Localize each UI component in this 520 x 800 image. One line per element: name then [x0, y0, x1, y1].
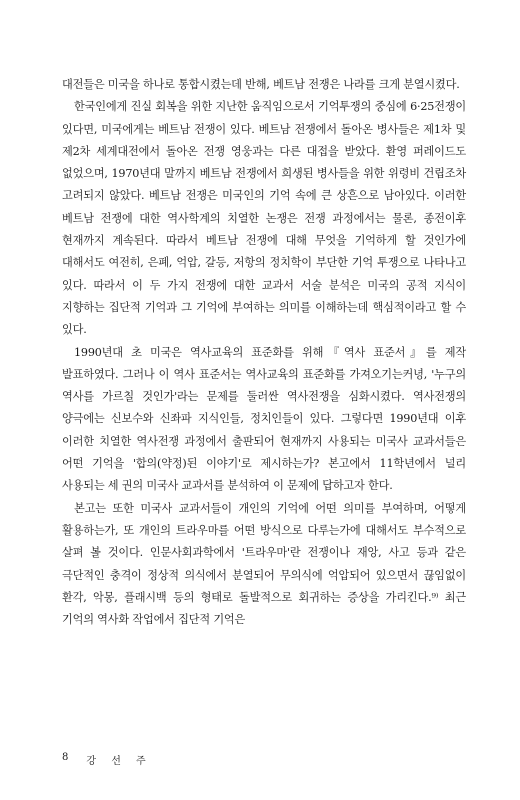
- paragraph-memory-struggle: 한국인에게 진실 회복을 위한 지난한 움직임으로서 기억투쟁의 중심에 6·25전쟁이 있다면, 미국에게는 베트남 전쟁이 있다. 베트남 전쟁에서 돌아온 병사들은 제1차 및 제2차 세계대전에서 돌아온 전쟁 영웅과는 다른 대접을 받았다. 환영 퍼레이드도 없었으며, 1970년대 말까지 베트남 전쟁에서 희생된 병사들을 위한 위령비 건립조차 고려되지 않았다. 베트남 전쟁은 미국인의 기억 속에 큰 상흔으로 남아있다. 이러한 베트남 전쟁에 대한 역사학계의 치열한 논쟁은 전쟁 과정에서는 물론, 종전이후 현재까지 계속된다. 따라서 베트남 전쟁에 대해 무엇을 기억하게 할 것인가에 대해서도 여전히, 은폐, 억압, 갈등, 저항의 정치학이 부단한 기억 투쟁으로 나타나고 있다. 따라서 이 두 가지 전쟁에 대한 교과서 서술 분석은 미국의 공적 지식이 지향하는 집단적 기억과 그 기억에 부여하는 의미를 이해하는데 핵심적이라고 할 수 있다.: [62, 100, 466, 337]
- author-name: 강 선 주: [86, 756, 152, 767]
- page-footer: [62, 752, 152, 767]
- page-number: 8: [62, 752, 69, 763]
- paragraph-continuation: 대전들은 미국을 하나로 통합시켰는데 반해, 베트남 전쟁은 나라를 크게 분열시켰다.: [62, 78, 460, 91]
- body-text: [62, 74, 466, 631]
- paragraph-trauma: 본고는 또한 미국사 교과서들이 개인의 기억에 어떤 의미를 부여하며, 어떻게 활용하는가, 또 개인의 트라우마를 어떤 방식으로 다루는가에 대해서도 부수적으로 살펴 볼 것이다. 인문사회과학에서 '트라우마'란 전쟁이나 재앙, 사고 등과 같은 극단적인 충격이 정상적 의식에서 분열되어 무의식에 억압되어 있으면서 끊임없이 환각, 악몽, 플래시백 등의 형태로 돌발적으로 회귀하는 증상을 가리킨다.⁹⁾ 최근 기억의 역사화 작업에서 집단적 기억은: [62, 501, 466, 627]
- paragraph-history-standards: 1990년대 초 미국은 역사교육의 표준화를 위해『역사 표준서』를 제작 발표하였다. 그러나 이 역사 표준서는 역사교육의 표준화를 가져오기는커녕, '누구의 역사를 가르칠 것인가'라는 문제를 둘러싼 역사전쟁을 심화시켰다. 역사전쟁의 양극에는 신보수와 신좌파 지식인들, 정치인들이 있다. 그렇다면 1990년대 이후 이러한 치열한 역사전쟁 과정에서 출판되어 현재까지 사용되는 미국사 교과서들은 어떤 기억을 '합의(약정)된 이야기'로 제시하는가? 본고에서 11학년에서 널리 사용되는 세 권의 미국사 교과서를 분석하여 이 문제에 답하고자 한다.: [62, 345, 466, 493]
